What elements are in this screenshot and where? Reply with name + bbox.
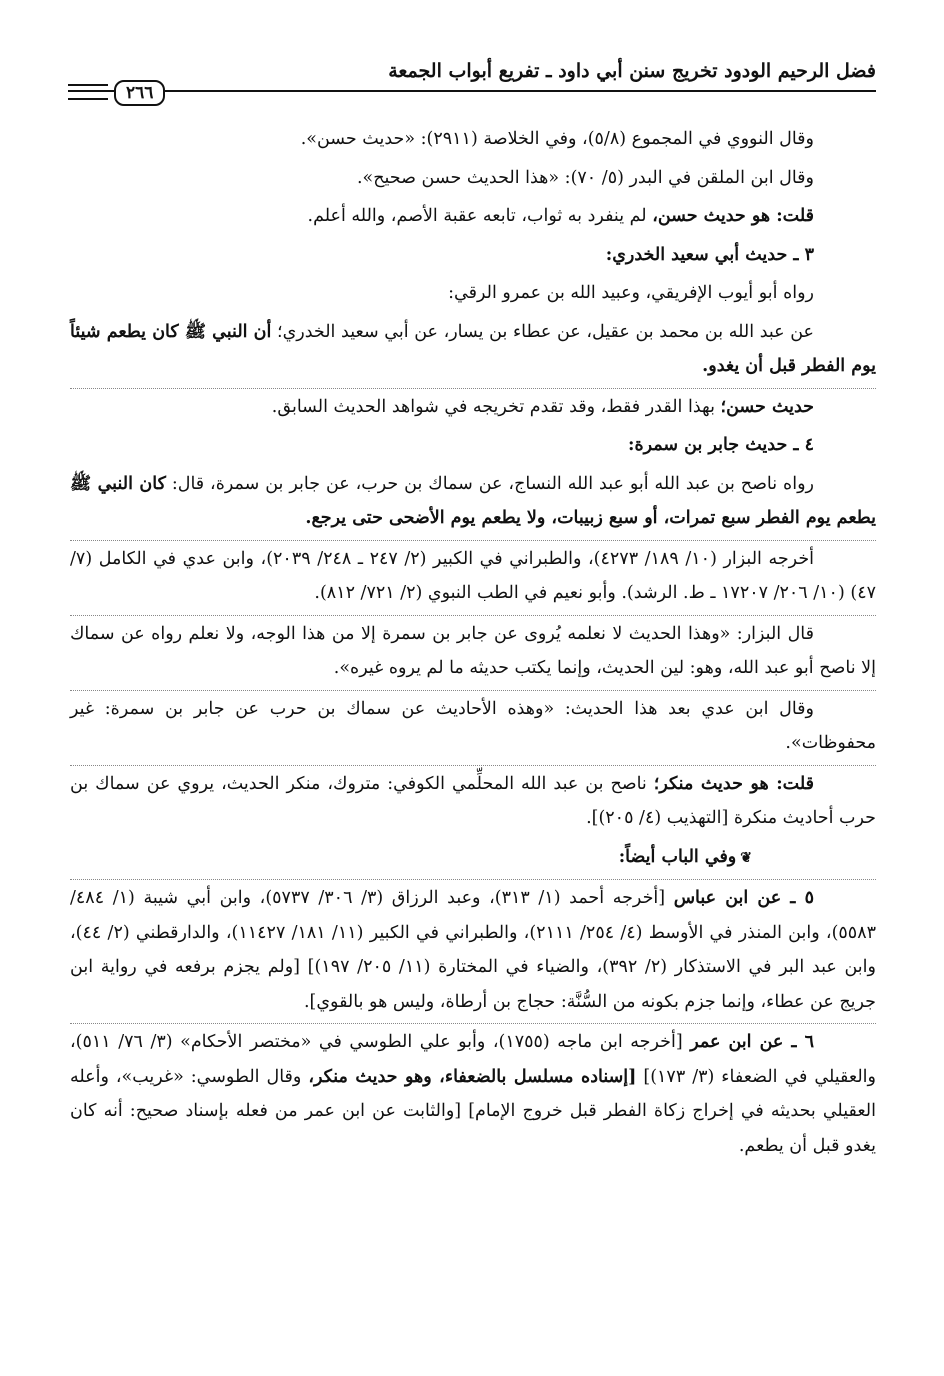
section-heading-abu-said: ٣ ـ حديث أبي سعيد الخدري:: [605, 244, 814, 265]
page-number-ornament: [68, 80, 198, 108]
running-title: فضل الرحيم الودود تخريج سنن أبي داود ـ تفريع أبواب الجمعة: [388, 60, 876, 82]
narration-label: ٥ ـ عن ابن عباس: [673, 888, 814, 908]
section-heading-jabir: ٤ ـ حديث جابر بن سمرة:: [628, 435, 814, 455]
paragraph-ibn-adi-quote: وقال ابن عدي بعد هذا الحديث: «وهذه الأحاديث عن سماك بن حرب عن جابر بن سمرة: غير محفوظات».: [70, 690, 876, 761]
paragraph-nawawi: وقال النووي في المجموع (٥/٨)، وفي الخلاصة (٢٩١١): «حديث حسن».: [300, 129, 814, 149]
paragraph-ibn-abbas: [70, 879, 876, 1019]
verdict-text: بهذا القدر فقط، وقد تقدم تخريجه في شواهد الحديث السابق.: [271, 396, 721, 417]
paragraph-ibn-mulaqqin: وقال ابن الملقن في البدر (٥/ ٧٠): «هذا الحديث حسن صحيح».: [356, 167, 814, 188]
running-header: [68, 58, 876, 108]
narration-text-rest: وقال الطوسي: «غريب»، وأعله العقيلي بحديثه في إخراج زكاة الفطر قبل خروج الإمام] [والثابت عن ابن عمر من فعله بإسناد صحيح: أنه كان يغدو قبل أن يطعم.: [70, 1066, 876, 1156]
paragraph-narrators-abu-said: رواه أبو أيوب الإفريقي، وعبيد الله بن عمرو الرقي:: [448, 283, 814, 303]
heading-text: وفي الباب أيضاً:: [618, 846, 737, 867]
paragraph-verdict-1: [70, 199, 876, 234]
verdict-text: لم ينفرد به ثواب، تابعه عقبة الأصم، والله أعلم.: [307, 206, 653, 226]
isnad-text: عن عبد الله بن محمد بن عقيل، عن عطاء بن يسار، عن أبي سعيد الخدري؛: [271, 321, 814, 342]
hadith-matn: أن النبي ﷺ كان يطعم شيئاً يوم الفطر قبل أن يغدو.: [70, 321, 876, 376]
paragraph-takhrij-jabir: أخرجه البزار (١٠/ ١٨٩/ ٤٢٧٣)، والطبراني في الكبير (٢/ ٢٤٧ ـ ٢٤٨/ ٢٠٣٩)، وابن عدي في الكامل (٧/ ٤٧) (١٠/ ٢٠٦/ ١٧٢٠٧ ـ ط. الرشد). وأبو نعيم في الطب النبوي (٢/ ٧٢١/ ٨١٢).: [70, 540, 876, 611]
paragraph-ibn-umar: [70, 1023, 876, 1163]
paragraph-isnad-jabir: [70, 467, 876, 536]
verdict-label: حديث حسن؛: [720, 396, 814, 417]
narration-grade: [إسناده مسلسل بالضعفاء، وهو حديث منكر،: [308, 1066, 637, 1087]
hadith-matn: كان النبي ﷺ يطعم يوم الفطر سبع تمرات، أو سبع زبيبات، ولا يطعم يوم الأضحى حتى يرجع.: [70, 473, 876, 528]
narration-text: [أخرجه ابن ماجه (١٧٥٥)، وأبو علي الطوسي في «مختصر الأحكام» (٣/ ٧٦/ ٥١١)، والعقيلي في الضعفاء (٣/ ١٧٣)]: [70, 1032, 876, 1087]
body-text: [70, 122, 876, 1167]
paragraph-verdict-3: [70, 765, 876, 836]
narration-text: [أخرجه أحمد (١/ ٣١٣)، وعبد الرزاق (٣/ ٣٠٦/ ٥٧٣٧)، وابن أبي شيبة (١/ ٤٨٤/ ٥٥٨٣)، وابن المنذر في الأوسط (٤/ ٢٥٤/ ٢١١١)، والطبراني في الكبير (١١/ ١٨١/ ١١٤٢٧)، والدارقطني (٢/ ٤٤)، وابن عبد البر في الاستذكار (٢/ ٣٩٢)، والضياء في المختارة (١١/ ٢٠٥/ ١٩٧)] [ولم يجزم برفعه في رواية ابن جريج عن عطاء، وإنما جزم بكونه من السُّنَّة: حجاج بن أرطاة، وليس هو بالقوي].: [70, 888, 877, 1012]
narration-label: ٦ ـ عن ابن عمر: [690, 1032, 815, 1052]
verdict-text: ناصح بن عبد الله المحلِّمي الكوفي: متروك، منكر الحديث، يروي عن سماك بن حرب أحاديث منكرة [التهذيب (٤/ ٢٠٥)].: [70, 773, 876, 828]
isnad-text: رواه ناصح بن عبد الله أبو عبد الله النساج، عن سماك بن حرب، عن جابر بن سمرة، قال:: [165, 473, 814, 494]
verdict-label: قلت: هو حديث حسن،: [652, 206, 814, 226]
page-number: ٢٦٦: [114, 80, 165, 106]
verdict-label: قلت: هو حديث منكر؛: [653, 773, 814, 794]
section-heading-also-in-chapter: [70, 840, 876, 876]
page-number-double-rule: [68, 84, 108, 100]
paragraph-verdict-2: [70, 388, 876, 425]
paragraph-isnad-abu-said: [70, 315, 876, 384]
paragraph-bazzar-quote: قال البزار: «وهذا الحديث لا نعلمه يُروى عن جابر بن سمرة إلا من هذا الوجه، ولا نعلم رواه عن سماك إلا ناصح أبو عبد الله، وهو: لين الحديث، وإنما يكتب حديثه ما لم يروه غيره».: [70, 615, 876, 686]
leaf-ornament-icon: ❦: [740, 849, 752, 866]
